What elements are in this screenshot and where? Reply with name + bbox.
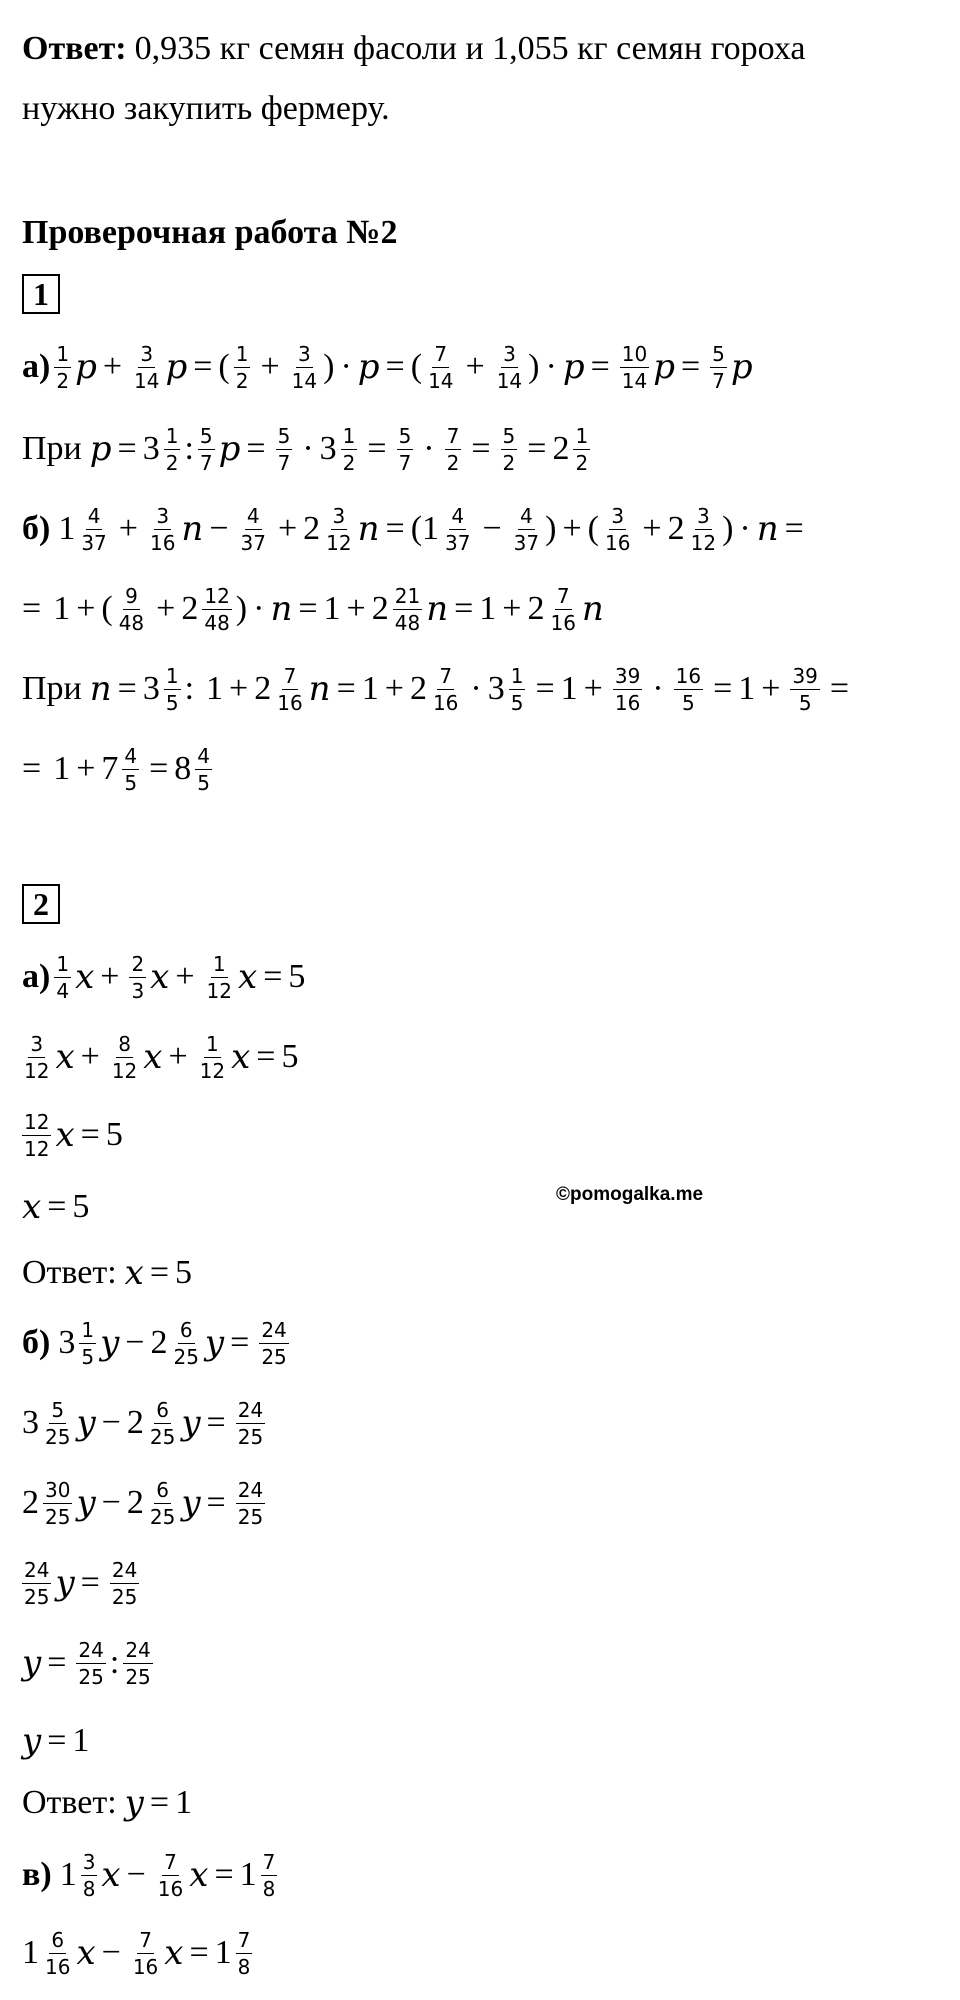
section-title: Проверочная работа №2: [22, 214, 398, 251]
task2-a-step1: 3 12 x + $\frac{8}{12}$ x + $\frac{1}{12}$ x = 5: [24, 1031, 299, 1083]
task2-v: в) 1 3 8 x − $\frac{7}{16}$ x = 1 $\frac{7}{8}$: [22, 1849, 276, 1901]
word-pri: При: [22, 670, 82, 707]
task2-a-step3: x = 5: [22, 1187, 90, 1227]
word-otvet: Ответ:: [22, 1254, 117, 1291]
task2-b: б) 3 1 5 y − 2 $\frac{6}{25}$ y = $\frac{24}{25}$: [22, 1317, 287, 1369]
watermark: ©pomogalka.me: [556, 1184, 704, 1205]
task1-b-when: При n = 3 $\frac{1}{5}$ : 1 + 2 $\frac{7}{16}$ n = 1 + 2 $\frac{7}{16}$ · 3 $\frac{1}{5}$ = 1 + $\frac{39}{16}$ · $\frac{16}{5}$ = 1 + $\frac{39}{5}$ =: [22, 663, 850, 715]
task2-b-step3: 24 25 y = $\frac{24}{25}$: [24, 1557, 138, 1609]
task1-b: б) 1 4 37 + $\frac{3}{16}$ n − $\frac{4}{37}$ + 2 $\frac{3}{12}$ n = (1 $\frac{4}{37}$ − $\frac{4}{37}$ ) + ( $\frac{3}{16}$ + 2 $\frac{3}{12}$ ) · n =: [22, 503, 804, 555]
item-label-b: б): [22, 1324, 51, 1361]
task2-a-answer: Ответ: x = 5: [22, 1253, 193, 1293]
task1-a-when: При p = 3 $\frac{1}{2}$ : 5 7 p = $\frac{5}{7}$ · 3 $\frac{1}{2}$ = $\frac{5}{7}$ · $\frac{7}{2}$ = $\frac{5}{2}$ = 2 $\frac{1}{2}$: [22, 423, 589, 475]
item-label-a: а): [22, 958, 51, 995]
word-otvet: Ответ:: [22, 1784, 117, 1821]
task2-v-step1: 1 6 16 x − $\frac{7}{16}$ x = 1 $\frac{7}{8}$: [22, 1927, 251, 1979]
answer-line-2: [22, 72, 390, 146]
task2-b-step4: y = $\frac{24}{25}$ : 24 25: [22, 1637, 151, 1689]
task-number-2: 2: [22, 884, 60, 924]
task1-a: а) 1 2 p + $\frac{3}{14}$ p = ( $\frac{1}{2}$ + $\frac{3}{14}$ ) · p = ( $\frac{7}{14}$ + $\frac{3}{14}$ ) · p = $\frac{10}{14}$ p = $\frac{5}{7}$ p: [22, 341, 753, 393]
task2-a: а) 1 4 x + $\frac{2}{3}$ x + $\frac{1}{12}$ x = 5: [22, 951, 306, 1003]
item-label-v: в): [22, 1856, 52, 1893]
task1-b-cont: = 1 + ( $\frac{9}{48}$ + 2 $\frac{12}{48}$ ) · n = 1 + 2 $\frac{21}{48}$ n = 1 + 2 $\frac{7}{16}$ n: [22, 583, 604, 635]
task-number-1: 1: [22, 274, 60, 314]
task2-b-step5: y = 1: [22, 1721, 90, 1761]
task2-b-step2: 2 30 25 y − 2 $\frac{6}{25}$ y = $\frac{24}{25}$: [22, 1477, 264, 1529]
task1-b-result: = 1 + 7 $\frac{4}{5}$ = 8 $\frac{4}{5}$: [22, 743, 211, 795]
answer-text-1: 0,935 кг семян фасоли и 1,055 кг семян гороха: [134, 30, 806, 67]
task2-b-answer: Ответ: y = 1: [22, 1783, 193, 1823]
item-label-a: а): [22, 348, 51, 385]
word-pri: При: [22, 430, 82, 467]
answer-label: Ответ:: [22, 30, 127, 67]
task2-a-step2: 12 12 x = 5: [24, 1109, 123, 1161]
answer-text-2: нужно закупить фермеру.: [22, 90, 390, 127]
task2-b-step1: 3 5 25 y − 2 $\frac{6}{25}$ y = $\frac{24}{25}$: [22, 1397, 264, 1449]
item-label-b: б): [22, 510, 51, 547]
